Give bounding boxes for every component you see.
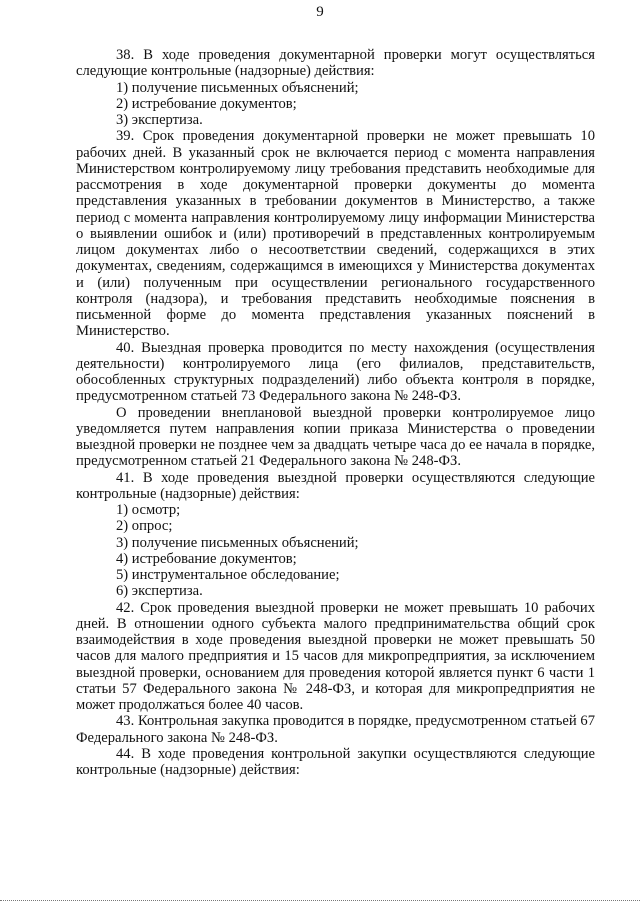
page-number: 9 — [316, 4, 324, 20]
paragraph-40-notice: О проведении внеплановой выездной проверки контролируемое лицо уведомляется путем направления копии приказа Министерства о проведении выездной проверки не позднее чем за двадцать четыре часа до ее начала в порядке, предусмотренном статьей 21 Федерального закона № 248-ФЗ. — [76, 404, 595, 470]
list-item: 6) экспертиза. — [116, 583, 203, 600]
list-item: 1) получение письменных объяснений; — [116, 79, 359, 96]
paragraph-43: 43. Контрольная закупка проводится в порядке, предусмотренном статьей 67 Федерального закона № 248-ФЗ. — [76, 713, 595, 746]
paragraph-38: 38. В ходе проведения документарной проверки могут осуществляться следующие контрольные (надзорные) действия: — [76, 47, 595, 80]
paragraph-42: 42. Срок проведения выездной проверки не может превышать 10 рабочих дней. В отношении одного субъекта малого предпринимательства общий срок взаимодействия в ходе проведения выездной проверки не может превышать 50 часов для малого предприятия и 15 часов для микропредприятия, за исключением выездной проверки, основанием для проведения которой является пункт 6 части 1 статьи 57 Федерального закона № 248-ФЗ, и которая для микропредприятия не может продолжаться более 40 часов. — [76, 599, 595, 713]
page-bottom-rule — [0, 900, 640, 901]
paragraph-41: 41. В ходе проведения выездной проверки осуществляются следующие контрольные (надзорные) действия: — [76, 469, 595, 502]
paragraph-39: 39. Срок проведения документарной проверки не может превышать 10 рабочих дней. В указанный срок не включается период с момента направления Министерством контролируемому лицу требования представить необходимые для рассмотрения в ходе документарной проверки документы до момента представления указанных в требовании документов в Министерство, а также период с момента направления контролируемому лицу информации Министерства о выявлении ошибок и (или) противоречий в представленных контролируемым лицом документах либо о несоответствии сведений, содержащихся в этих документах, сведениям, содержащимся в имеющихся у Министерства документах и (или) полученным при осуществлении регионального государственного контроля (надзора), и требования представить необходимые пояснения в письменной форме до момента представления указанных пояснений в Министерство. — [76, 128, 595, 340]
paragraph-40: 40. Выездная проверка проводится по месту нахождения (осуществления деятельности) контролируемого лица (его филиалов, представительств, обособленных структурных подразделений) либо объекта контроля в порядке, предусмотренном статьей 73 Федерального закона № 248-ФЗ. — [76, 339, 595, 405]
list-item: 5) инструментальное обследование; — [116, 567, 340, 583]
document-body — [76, 47, 595, 778]
list-item: 3) экспертиза. — [116, 112, 203, 128]
list-item: 1) осмотр; — [116, 502, 181, 518]
paragraph-44: 44. В ходе проведения контрольной закупки осуществляются следующие контрольные (надзорные) действия: — [76, 745, 595, 778]
list-item: 2) истребование документов; — [116, 95, 297, 112]
list-item: 3) получение письменных объяснений; — [116, 534, 359, 551]
list-item: 4) истребование документов; — [116, 550, 297, 567]
list-item: 2) опрос; — [116, 518, 173, 535]
